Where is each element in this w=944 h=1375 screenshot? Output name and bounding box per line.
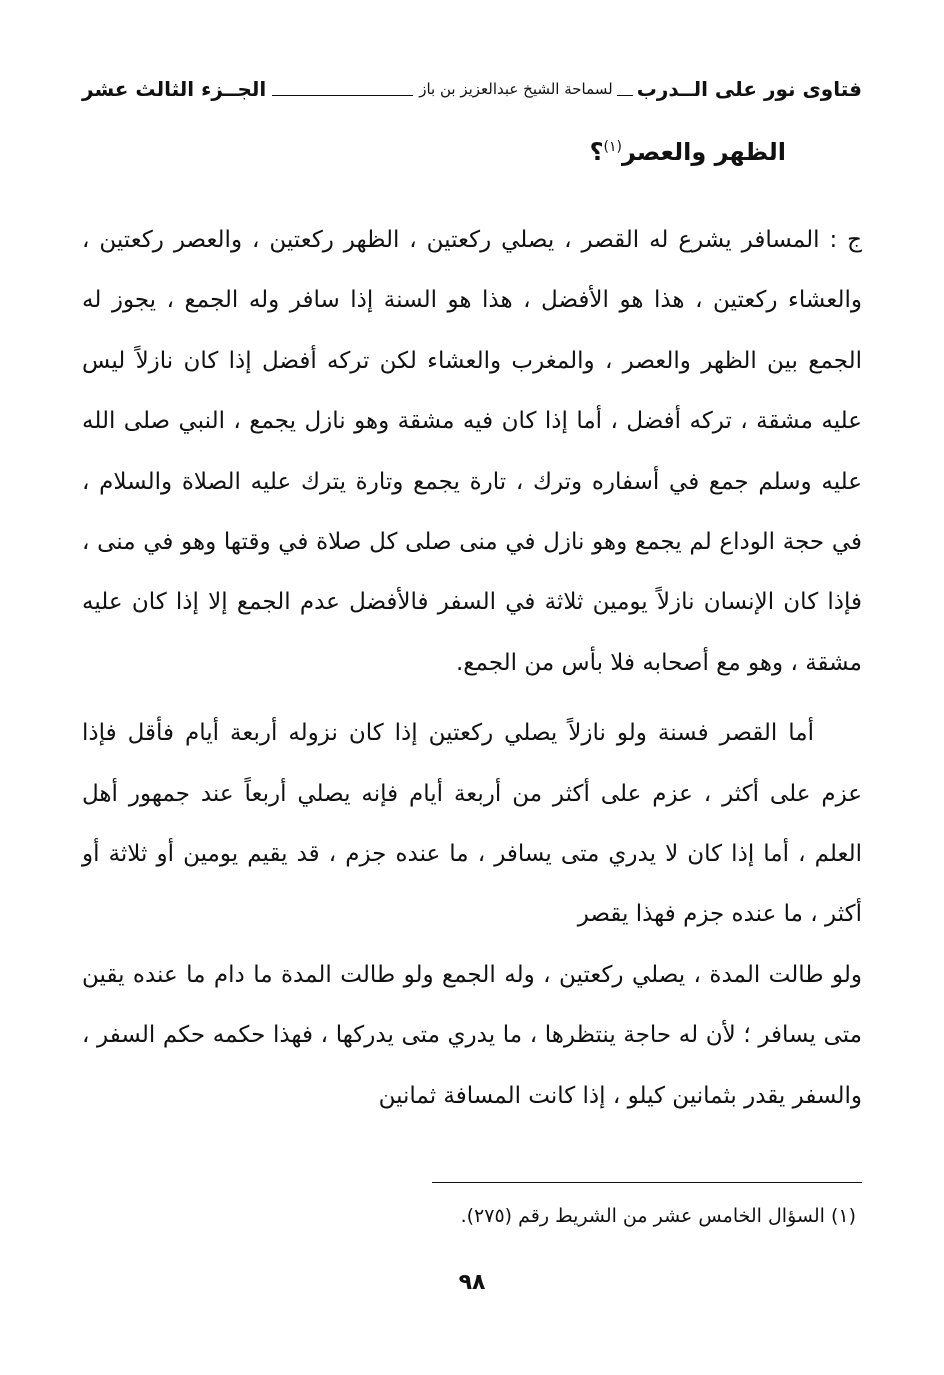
page-number: ٩٨ — [458, 1270, 486, 1295]
book-page — [82, 0, 862, 1375]
footnote: (١) السؤال الخامس عشر من الشريط رقم (٢٧٥). — [460, 1205, 856, 1227]
question-continuation — [590, 138, 786, 166]
paragraph-1: ج : المسافر يشرع له القصر ، يصلي ركعتين ، الظهر ركعتين ، والعصر ركعتين ، والعشاء ركعتين ، هذا هو الأفضل ، هذا هو السنة إذا سافر وله الجمع ، يجوز له الجمع بين الظهر والعصر ، والمغرب والعشاء لكن تركه أفضل إذا كان نازلاً ليس عليه مشقة ، تركه أفضل ، أما إذا كان فيه مشقة وهو نازل يجمع ، النبي صلى الله عليه وسلم جمع في أسفاره وترك ، تارة يجمع وتارة يترك عليه الصلاة والسلام ، في حجة الوداع لم يجمع وهو نازل في منى صلى كل صلاة في وقتها وهو في منى ، فإذا كان الإنسان نازلاً يومين ثلاثة في السفر فالأفضل عدم الجمع إلا إذا كان عليه مشقة ، وهو مع أصحابه فلا بأس من الجمع. — [82, 227, 862, 676]
paragraph-2: أما القصر فسنة ولو نازلاً يصلي ركعتين إذا كان نزوله أربعة أيام فأقل فإذا عزم على أكثر ، عزم على أكثر من أربعة أيام فإنه يصلي أربعاً عند جمهور أهل العلم ، أما إذا كان لا يدري متى يسافر ، ما عنده جزم ، قد يقيم يومين أو ثلاثة أو أكثر ، ما عنده جزم فهذا يقصر — [82, 720, 862, 928]
book-title: فتاوى نور على الــدرب — [636, 77, 862, 101]
running-header — [82, 74, 862, 104]
answer-body — [82, 210, 862, 1126]
question-text: الظهر والعصر — [621, 138, 786, 166]
author-line: لسماحة الشيخ عبدالعزيز بن باز — [419, 80, 613, 98]
header-rule — [272, 95, 413, 96]
paragraph-3: ولو طالت المدة ، يصلي ركعتين ، وله الجمع ولو طالت المدة ما دام ما عنده يقين متى يسافر ؛ لأن له حاجة ينتظرها ، ما يدري متى يدركها ، فهذا حكمه حكم السفر ، والسفر يقدر بثمانين كيلو ، إذا كانت المسافة ثمانين — [82, 961, 862, 1109]
question-mark: ؟ — [589, 138, 604, 166]
footnote-reference[interactable]: (١) — [603, 139, 622, 155]
part-label: الجــزء الثالث عشر — [82, 77, 267, 101]
footnote-separator — [432, 1182, 862, 1183]
header-dash-short — [617, 95, 633, 96]
